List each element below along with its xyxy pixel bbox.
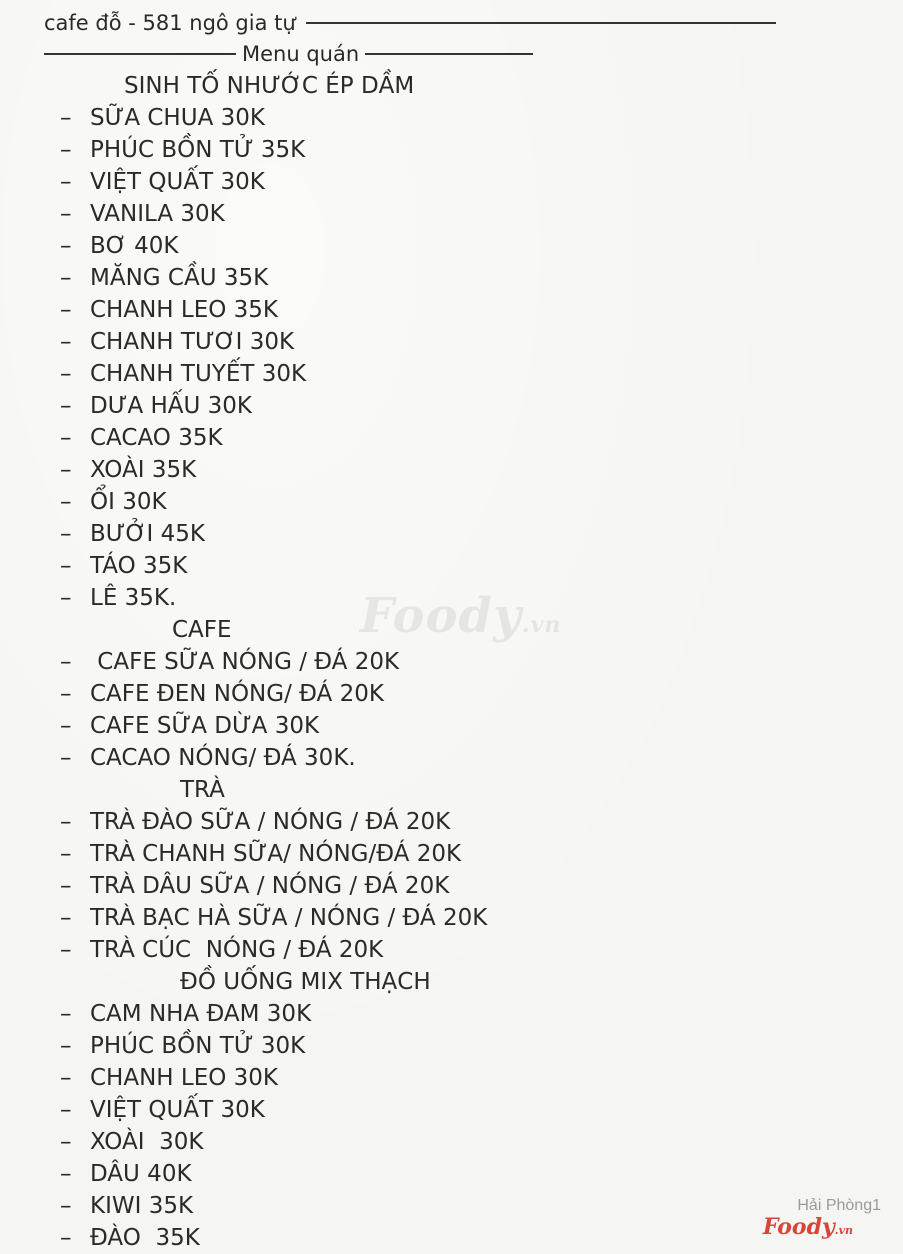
menu-item bbox=[60, 134, 305, 166]
menu-item bbox=[60, 742, 356, 774]
menu-item-label: VANILA 30K bbox=[90, 201, 225, 227]
bullet-dash: – bbox=[60, 105, 72, 131]
bullet-dash: – bbox=[60, 457, 72, 483]
menu-item-label: TRÀ BẠC HÀ SỮA / NÓNG / ĐÁ 20K bbox=[90, 905, 488, 931]
menu-item-label: TÁO 35K bbox=[90, 553, 188, 579]
bullet-dash: – bbox=[60, 553, 72, 579]
menu-item bbox=[60, 902, 487, 934]
menu-item-label: VIỆT QUẤT 30K bbox=[90, 1097, 265, 1123]
menu-rule-left bbox=[44, 53, 236, 55]
bullet-dash: – bbox=[60, 649, 72, 675]
menu-item-label: TRÀ CHANH SỮA/ NÓNG/ĐÁ 20K bbox=[90, 841, 462, 867]
menu-item bbox=[60, 198, 225, 230]
bullet-dash: – bbox=[60, 297, 72, 323]
menu-item-label: XOÀI 35K bbox=[90, 457, 197, 483]
menu-item-label: CAFE SỮA DỪA 30K bbox=[90, 713, 320, 739]
menu-item bbox=[60, 838, 461, 870]
menu-item bbox=[60, 262, 268, 294]
menu-item bbox=[60, 806, 450, 838]
menu-rule-right bbox=[365, 53, 533, 55]
cafe-title: cafe đỗ - 581 ngô gia tự bbox=[44, 11, 296, 35]
menu-item bbox=[60, 230, 178, 262]
section-title: ĐỒ UỐNG MIX THẠCH bbox=[180, 969, 431, 995]
menu-item bbox=[60, 1222, 200, 1254]
menu-item bbox=[60, 486, 167, 518]
menu-item-label: BƯỞI 45K bbox=[90, 521, 205, 547]
menu-item bbox=[60, 422, 223, 454]
bullet-dash: – bbox=[60, 1097, 72, 1123]
menu-item bbox=[60, 518, 205, 550]
bullet-dash: – bbox=[60, 201, 72, 227]
section-title: CAFE bbox=[172, 617, 232, 643]
bullet-dash: – bbox=[60, 489, 72, 515]
menu-item bbox=[60, 1094, 265, 1126]
bullet-dash: – bbox=[60, 937, 72, 963]
bullet-dash: – bbox=[60, 425, 72, 451]
menu-item-label: PHÚC BỒN TỬ 30K bbox=[90, 1033, 306, 1059]
menu-item bbox=[60, 870, 449, 902]
header-line bbox=[44, 8, 776, 38]
menu-item bbox=[60, 998, 311, 1030]
bullet-dash: – bbox=[60, 1001, 72, 1027]
menu-item-label: DÂU 40K bbox=[90, 1161, 192, 1187]
menu-item bbox=[60, 102, 265, 134]
menu-item-label: CHANH LEO 30K bbox=[90, 1065, 279, 1091]
bullet-dash: – bbox=[60, 521, 72, 547]
menu-item-label: LÊ 35K. bbox=[90, 585, 177, 611]
menu-item-label: DƯA HẤU 30K bbox=[90, 393, 253, 419]
menu-item bbox=[60, 166, 265, 198]
bullet-dash: – bbox=[60, 905, 72, 931]
menu-item bbox=[60, 646, 399, 678]
menu-heading: Menu quán bbox=[242, 42, 360, 66]
bullet-dash: – bbox=[60, 873, 72, 899]
bullet-dash: – bbox=[60, 681, 72, 707]
menu-item-label: XOÀI 30K bbox=[90, 1129, 204, 1155]
menu-item bbox=[60, 1126, 203, 1158]
bullet-dash: – bbox=[60, 233, 72, 259]
bullet-dash: – bbox=[60, 1193, 72, 1219]
menu-item-label: CHANH TUYẾT 30K bbox=[90, 361, 307, 387]
menu-item-label: PHÚC BỒN TỬ 35K bbox=[90, 137, 306, 163]
bullet-dash: – bbox=[60, 745, 72, 771]
menu-item bbox=[60, 934, 383, 966]
menu-item-label: CAFE ĐEN NÓNG/ ĐÁ 20K bbox=[90, 681, 384, 707]
header-rule bbox=[306, 22, 776, 24]
bullet-dash: – bbox=[60, 585, 72, 611]
menu-item bbox=[60, 582, 176, 614]
bullet-dash: – bbox=[60, 809, 72, 835]
section-title: SINH TỐ NHƯỚC ÉP DẦM bbox=[124, 73, 415, 99]
bullet-dash: – bbox=[60, 713, 72, 739]
menu-item bbox=[60, 326, 294, 358]
bullet-dash: – bbox=[60, 841, 72, 867]
menu-item bbox=[60, 1158, 192, 1190]
menu-item-label: CAM NHA ĐAM 30K bbox=[90, 1001, 312, 1027]
menu-item bbox=[60, 454, 196, 486]
bullet-dash: – bbox=[60, 361, 72, 387]
menu-item-label: CACAO 35K bbox=[90, 425, 223, 451]
bullet-dash: – bbox=[60, 137, 72, 163]
menu-item bbox=[60, 358, 306, 390]
foody-watermark: Foody.vn bbox=[360, 588, 562, 644]
footer-logo: Foody.vn bbox=[762, 1214, 853, 1240]
menu-heading-line bbox=[44, 39, 533, 69]
menu-item bbox=[60, 294, 278, 326]
menu-item bbox=[60, 390, 252, 422]
bullet-dash: – bbox=[60, 1129, 72, 1155]
menu-item-label: CHANH TƯƠI 30K bbox=[90, 329, 295, 355]
section-title: TRÀ bbox=[180, 777, 225, 803]
bullet-dash: – bbox=[60, 1161, 72, 1187]
menu-item-label: TRÀ ĐÀO SỮA / NÓNG / ĐÁ 20K bbox=[90, 809, 451, 835]
menu-item-label: TRÀ DÂU SỮA / NÓNG / ĐÁ 20K bbox=[90, 873, 450, 899]
bullet-dash: – bbox=[60, 1225, 72, 1251]
menu-item-label: ỔI 30K bbox=[90, 489, 167, 515]
menu-item-label: VIỆT QUẤT 30K bbox=[90, 169, 265, 195]
bullet-dash: – bbox=[60, 265, 72, 291]
menu-item-label: MĂNG CẦU 35K bbox=[90, 265, 269, 291]
menu-item-label: ĐÀO 35K bbox=[90, 1225, 200, 1251]
menu-item-label: KIWI 35K bbox=[90, 1193, 194, 1219]
menu-item-label: CACAO NÓNG/ ĐÁ 30K. bbox=[90, 745, 356, 771]
menu-item bbox=[60, 1190, 193, 1222]
bullet-dash: – bbox=[60, 169, 72, 195]
menu-item bbox=[60, 678, 384, 710]
bullet-dash: – bbox=[60, 1033, 72, 1059]
menu-item-label: SỮA CHUA 30K bbox=[90, 105, 265, 131]
menu-item-label: TRÀ CÚC NÓNG / ĐÁ 20K bbox=[90, 937, 384, 963]
footer-location: Hải Phòng1 bbox=[797, 1197, 881, 1214]
menu-item bbox=[60, 1062, 278, 1094]
bullet-dash: – bbox=[60, 393, 72, 419]
menu-item bbox=[60, 550, 187, 582]
menu-item-label: CHANH LEO 35K bbox=[90, 297, 279, 323]
menu-item bbox=[60, 1030, 305, 1062]
menu-item bbox=[60, 710, 319, 742]
menu-item-label: CAFE SỮA NÓNG / ĐÁ 20K bbox=[90, 649, 400, 675]
menu-item-label: BƠ 40K bbox=[90, 233, 179, 259]
bullet-dash: – bbox=[60, 1065, 72, 1091]
bullet-dash: – bbox=[60, 329, 72, 355]
